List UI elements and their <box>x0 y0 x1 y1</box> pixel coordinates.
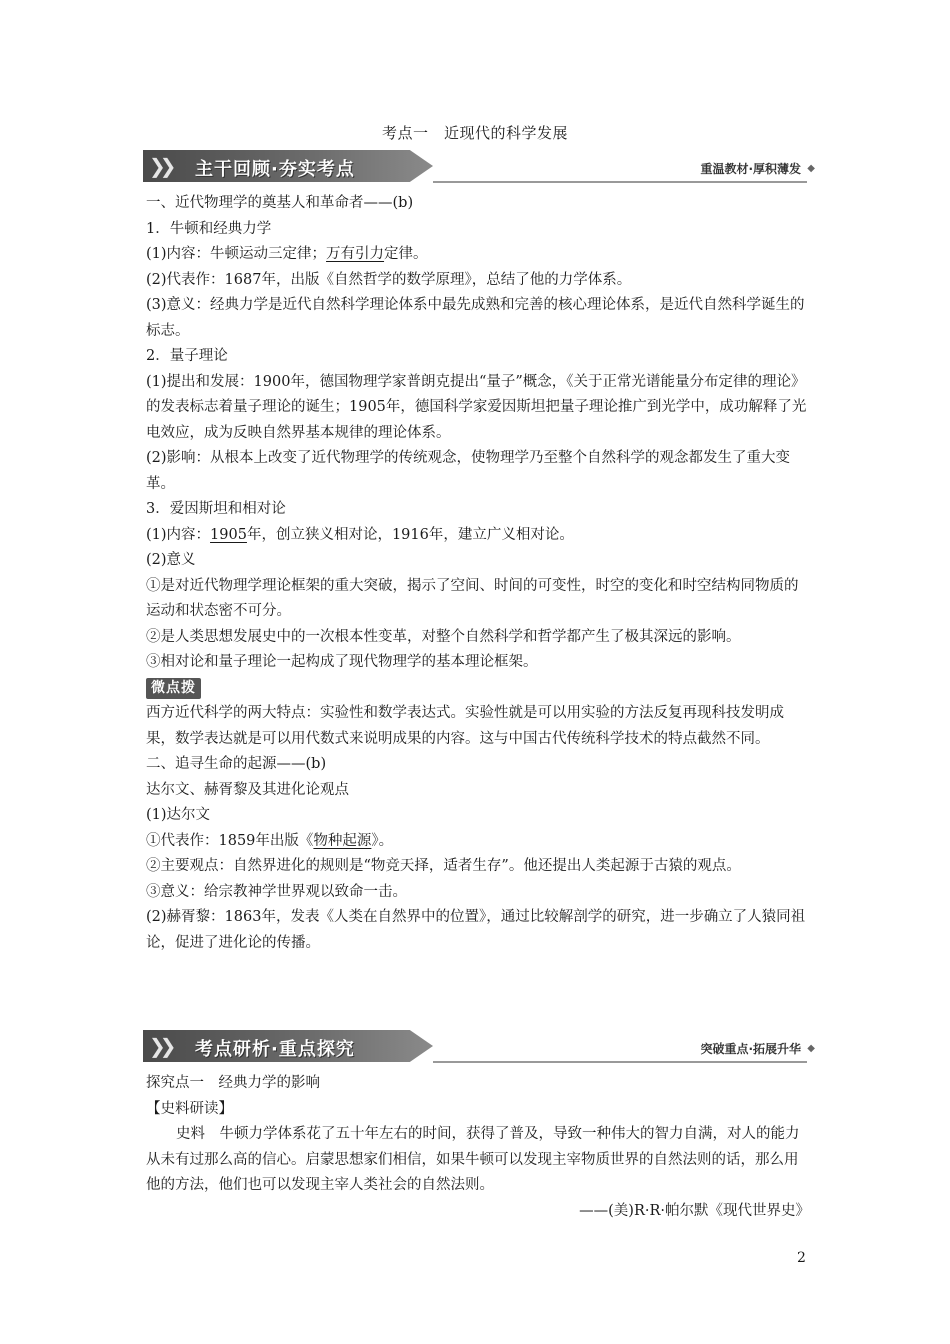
banner-rule <box>433 1061 807 1063</box>
paragraph: (2)意义 <box>146 552 196 568</box>
page-number: 2 <box>797 1250 806 1266</box>
banner-title: 主干回顾·夯实考点 <box>195 159 355 180</box>
section-heading: 一、近代物理学的奠基人和革命者——(b) <box>146 195 414 211</box>
banner-title: 考点研析·重点探究 <box>195 1039 355 1060</box>
text: 定律。 <box>384 246 428 262</box>
subsection-title: 3．爱因斯坦和相对论 <box>146 501 286 517</box>
paragraph: (1)提出和发展：1900年，德国物理学家普朗克提出“量子”概念，《关于正常光谱能量分布定律的理论》的发表标志着量子理论的诞生；1905年，德国科学家爱因斯坦把量子理论推广到光学中，成功解释了光电效应，成为反映自然界基本规律的理论体系。 <box>146 373 807 441</box>
paragraph <box>146 829 810 855</box>
tip-text: 西方近代科学的两大特点：实验性和数学表达式。实验性就是可以用实验的方法反复再现科技发明成果，数学表达就是可以用代数式来说明成果的内容。这与中国古代传统科学技术的特点截然不同。 <box>146 705 784 747</box>
source-text: 史料 牛顿力学体系花了五十年左右的时间，获得了普及，导致一种伟大的智力自满，对人的能力从未有过那么高的信心。启蒙思想家们相信，如果牛顿可以发现主宰物质世界的自然法则的话，那么用他的方法，他们也可以发现主宰人类社会的自然法则。 <box>146 1126 800 1193</box>
paragraph: (1)达尔文 <box>146 807 211 823</box>
paragraph: ②是人类思想发展史中的一次根本性变革，对整个自然科学和哲学都产生了极其深远的影响。 <box>146 628 741 645</box>
text: 》。 <box>371 832 394 849</box>
underlined-term: 万有引力 <box>326 246 385 262</box>
underlined-term: 物种起源 <box>313 832 372 849</box>
tip-badge: 微点拨 <box>146 678 201 699</box>
paragraph: ②主要观点：自然界进化的规则是“物竞天择，适者生存”。他还提出人类起源于古猿的观点。 <box>146 858 741 874</box>
page-title: 考点一 近现代的科学发展 <box>381 124 568 142</box>
source-label: 【史料研读】 <box>146 1100 233 1117</box>
text: ①代表作：1859年出版《 <box>146 832 314 849</box>
explore-content <box>146 1071 810 1224</box>
text: 年，创立狭义相对论，1916年，建立广义相对论。 <box>246 526 574 543</box>
explore-heading: 探究点一 经典力学的影响 <box>146 1075 320 1091</box>
paragraph <box>146 523 810 549</box>
subsection-title: 1．牛顿和经典力学 <box>146 220 272 237</box>
text: (1)内容：牛顿运动三定律； <box>146 246 327 262</box>
text: (1)内容： <box>146 526 211 543</box>
source-citation: ——(美)R·R·帕尔默《现代世界史》 <box>579 1202 810 1219</box>
paragraph: ①是对近代物理学理论框架的重大突破，揭示了空间、时间的可变性，时空的变化和时空结构同物质的运动和状态密不可分。 <box>146 577 799 619</box>
paragraph: ③意义：给宗教神学世界观以致命一击。 <box>146 883 407 900</box>
section-heading: 二、追寻生命的起源——(b) <box>146 756 327 772</box>
diamond-icon: ◆ <box>807 1043 815 1054</box>
review-content <box>146 191 810 956</box>
banner-subtitle: 突破重点·拓展升华 <box>700 1042 801 1056</box>
paragraph: (2)赫胥黎：1863年，发表《人类在自然界中的位置》，通过比较解剖学的研究，进一步确立了人猿同祖论，促进了进化论的传播。 <box>146 909 806 951</box>
section-banner-review <box>143 150 815 186</box>
section-banner-explore <box>143 1030 815 1066</box>
diamond-icon: ◆ <box>807 163 815 174</box>
underlined-term: 1905 <box>210 526 247 543</box>
tip-label-row <box>146 676 810 702</box>
paragraph: ③相对论和量子理论一起构成了现代物理学的基本理论框架。 <box>146 654 538 670</box>
chevron-icon: ❯❯ <box>149 154 171 178</box>
paragraph: (2)影响：从根本上改变了近代物理学的传统观念，使物理学乃至整个自然科学的观念都发生了重大变革。 <box>146 450 791 492</box>
banner-subtitle: 重温教材·厚积薄发 <box>700 162 801 176</box>
banner-rule <box>433 181 807 183</box>
subsection-title: 达尔文、赫胥黎及其进化论观点 <box>146 781 349 798</box>
paragraph <box>146 242 810 268</box>
subsection-title: 2．量子理论 <box>146 348 228 364</box>
chevron-icon: ❯❯ <box>149 1034 171 1058</box>
paragraph: (2)代表作：1687年，出版《自然哲学的数学原理》，总结了他的力学体系。 <box>146 271 632 288</box>
paragraph: (3)意义：经典力学是近代自然科学理论体系中最先成熟和完善的核心理论体系，是近代自然科学诞生的标志。 <box>146 297 805 339</box>
